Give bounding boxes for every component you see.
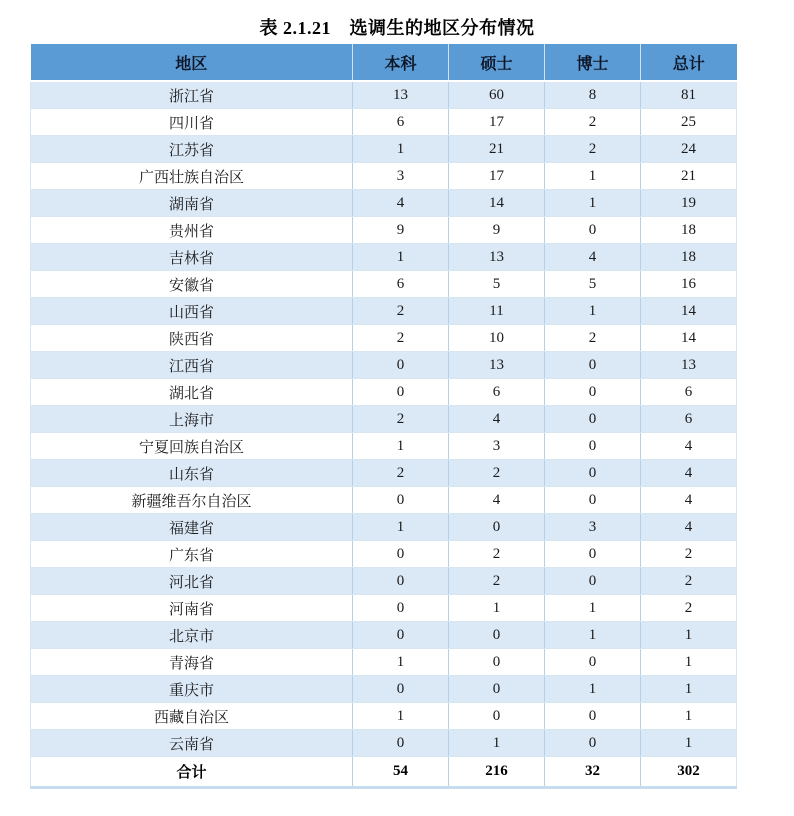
value-cell: 2 — [353, 460, 449, 487]
column-header-bachelor: 本科 — [353, 44, 449, 81]
value-cell: 0 — [353, 352, 449, 379]
table-row — [31, 190, 737, 217]
region-cell: 四川省 — [31, 109, 353, 136]
value-cell: 4 — [545, 244, 641, 271]
region-cell: 山东省 — [31, 460, 353, 487]
value-cell: 0 — [449, 622, 545, 649]
value-cell: 1 — [449, 595, 545, 622]
value-cell: 5 — [449, 271, 545, 298]
value-cell: 0 — [353, 595, 449, 622]
table-row — [31, 460, 737, 487]
region-cell: 重庆市 — [31, 676, 353, 703]
value-cell: 18 — [641, 217, 737, 244]
footer-label: 合计 — [31, 757, 353, 788]
value-cell: 0 — [545, 460, 641, 487]
value-cell: 0 — [449, 514, 545, 541]
value-cell: 0 — [545, 541, 641, 568]
value-cell: 2 — [449, 541, 545, 568]
value-cell: 0 — [545, 433, 641, 460]
value-cell: 11 — [449, 298, 545, 325]
table-row — [31, 163, 737, 190]
footer-grand-total: 302 — [641, 757, 737, 788]
value-cell: 1 — [353, 433, 449, 460]
region-cell: 新疆维吾尔自治区 — [31, 487, 353, 514]
value-cell: 13 — [353, 81, 449, 109]
value-cell: 9 — [449, 217, 545, 244]
value-cell: 1 — [641, 622, 737, 649]
value-cell: 0 — [353, 379, 449, 406]
region-cell: 贵州省 — [31, 217, 353, 244]
region-cell: 北京市 — [31, 622, 353, 649]
value-cell: 0 — [353, 541, 449, 568]
value-cell: 81 — [641, 81, 737, 109]
value-cell: 17 — [449, 163, 545, 190]
value-cell: 1 — [353, 649, 449, 676]
table-row — [31, 703, 737, 730]
region-cell: 安徽省 — [31, 271, 353, 298]
value-cell: 1 — [545, 190, 641, 217]
value-cell: 1 — [641, 703, 737, 730]
region-cell: 河南省 — [31, 595, 353, 622]
value-cell: 1 — [353, 136, 449, 163]
table-row — [31, 433, 737, 460]
table-row — [31, 109, 737, 136]
value-cell: 21 — [641, 163, 737, 190]
value-cell: 13 — [449, 352, 545, 379]
value-cell: 2 — [353, 325, 449, 352]
table-row — [31, 595, 737, 622]
value-cell: 1 — [353, 703, 449, 730]
region-cell: 陕西省 — [31, 325, 353, 352]
region-cell: 江西省 — [31, 352, 353, 379]
value-cell: 0 — [545, 352, 641, 379]
value-cell: 2 — [545, 136, 641, 163]
value-cell: 13 — [641, 352, 737, 379]
value-cell: 24 — [641, 136, 737, 163]
value-cell: 14 — [449, 190, 545, 217]
table-header — [31, 44, 737, 81]
value-cell: 1 — [545, 595, 641, 622]
table-row — [31, 514, 737, 541]
value-cell: 4 — [641, 514, 737, 541]
region-cell: 福建省 — [31, 514, 353, 541]
region-cell: 吉林省 — [31, 244, 353, 271]
table-row — [31, 622, 737, 649]
region-cell: 广西壮族自治区 — [31, 163, 353, 190]
value-cell: 0 — [353, 622, 449, 649]
value-cell: 6 — [353, 109, 449, 136]
value-cell: 6 — [353, 271, 449, 298]
value-cell: 60 — [449, 81, 545, 109]
value-cell: 0 — [545, 217, 641, 244]
value-cell: 16 — [641, 271, 737, 298]
value-cell: 9 — [353, 217, 449, 244]
region-cell: 江苏省 — [31, 136, 353, 163]
region-cell: 浙江省 — [31, 81, 353, 109]
region-cell: 宁夏回族自治区 — [31, 433, 353, 460]
table-row — [31, 81, 737, 109]
value-cell: 0 — [449, 676, 545, 703]
table-row — [31, 649, 737, 676]
value-cell: 3 — [545, 514, 641, 541]
value-cell: 1 — [545, 163, 641, 190]
region-cell: 河北省 — [31, 568, 353, 595]
value-cell: 1 — [353, 244, 449, 271]
value-cell: 8 — [545, 81, 641, 109]
header-row — [31, 44, 737, 81]
table-row — [31, 325, 737, 352]
value-cell: 4 — [449, 406, 545, 433]
value-cell: 1 — [449, 730, 545, 757]
value-cell: 1 — [545, 298, 641, 325]
table-row — [31, 379, 737, 406]
value-cell: 0 — [545, 406, 641, 433]
value-cell: 3 — [353, 163, 449, 190]
region-cell: 云南省 — [31, 730, 353, 757]
value-cell: 2 — [449, 460, 545, 487]
value-cell: 3 — [449, 433, 545, 460]
value-cell: 21 — [449, 136, 545, 163]
value-cell: 14 — [641, 298, 737, 325]
value-cell: 4 — [353, 190, 449, 217]
column-header-doctor: 博士 — [545, 44, 641, 81]
table-title: 表 2.1.21 选调生的地区分布情况 — [259, 18, 535, 38]
value-cell: 18 — [641, 244, 737, 271]
table-body — [31, 81, 737, 757]
region-cell: 湖北省 — [31, 379, 353, 406]
table-footer — [31, 757, 737, 788]
region-cell: 青海省 — [31, 649, 353, 676]
value-cell: 0 — [545, 379, 641, 406]
column-header-master: 硕士 — [449, 44, 545, 81]
table-row — [31, 406, 737, 433]
value-cell: 0 — [353, 676, 449, 703]
value-cell: 0 — [353, 487, 449, 514]
column-header-total: 总计 — [641, 44, 737, 81]
column-header-region: 地区 — [31, 44, 353, 81]
value-cell: 1 — [641, 649, 737, 676]
value-cell: 25 — [641, 109, 737, 136]
table-row — [31, 730, 737, 757]
value-cell: 17 — [449, 109, 545, 136]
value-cell: 2 — [641, 595, 737, 622]
value-cell: 0 — [545, 703, 641, 730]
footer-row — [31, 757, 737, 788]
region-distribution-table — [30, 44, 737, 789]
table-row — [31, 217, 737, 244]
value-cell: 1 — [545, 622, 641, 649]
value-cell: 4 — [449, 487, 545, 514]
table-row — [31, 568, 737, 595]
value-cell: 4 — [641, 460, 737, 487]
table-row — [31, 244, 737, 271]
table-row — [31, 298, 737, 325]
value-cell: 2 — [353, 298, 449, 325]
value-cell: 2 — [545, 325, 641, 352]
footer-bachelor-total: 54 — [353, 757, 449, 788]
value-cell: 0 — [545, 487, 641, 514]
value-cell: 10 — [449, 325, 545, 352]
footer-master-total: 216 — [449, 757, 545, 788]
value-cell: 0 — [449, 703, 545, 730]
region-cell: 西藏自治区 — [31, 703, 353, 730]
region-cell: 湖南省 — [31, 190, 353, 217]
value-cell: 1 — [545, 676, 641, 703]
value-cell: 2 — [641, 568, 737, 595]
value-cell: 0 — [449, 649, 545, 676]
table-row — [31, 541, 737, 568]
footer-doctor-total: 32 — [545, 757, 641, 788]
value-cell: 2 — [353, 406, 449, 433]
value-cell: 19 — [641, 190, 737, 217]
value-cell: 0 — [545, 568, 641, 595]
table-row — [31, 271, 737, 298]
table-row — [31, 352, 737, 379]
value-cell: 6 — [641, 379, 737, 406]
table-row — [31, 136, 737, 163]
value-cell: 4 — [641, 487, 737, 514]
value-cell: 6 — [449, 379, 545, 406]
value-cell: 0 — [545, 730, 641, 757]
value-cell: 14 — [641, 325, 737, 352]
value-cell: 2 — [641, 541, 737, 568]
table-row — [31, 487, 737, 514]
table-row — [31, 676, 737, 703]
value-cell: 0 — [353, 730, 449, 757]
value-cell: 13 — [449, 244, 545, 271]
value-cell: 2 — [449, 568, 545, 595]
region-cell: 山西省 — [31, 298, 353, 325]
region-cell: 广东省 — [31, 541, 353, 568]
value-cell: 1 — [353, 514, 449, 541]
value-cell: 5 — [545, 271, 641, 298]
value-cell: 0 — [353, 568, 449, 595]
value-cell: 1 — [641, 730, 737, 757]
value-cell: 1 — [641, 676, 737, 703]
value-cell: 4 — [641, 433, 737, 460]
value-cell: 0 — [545, 649, 641, 676]
region-cell: 上海市 — [31, 406, 353, 433]
value-cell: 2 — [545, 109, 641, 136]
value-cell: 6 — [641, 406, 737, 433]
